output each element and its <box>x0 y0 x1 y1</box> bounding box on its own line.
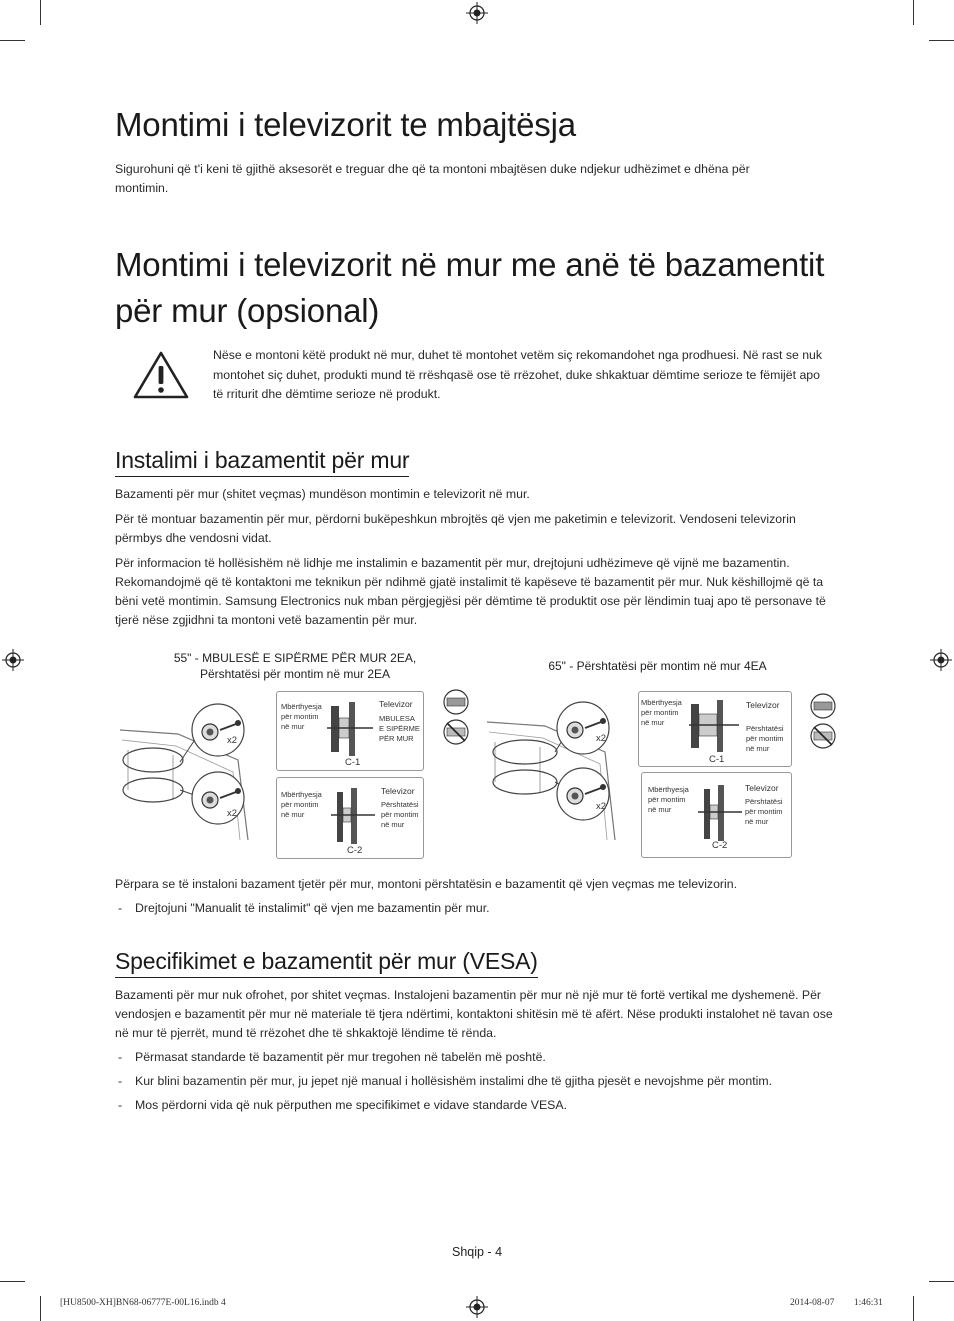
install-paragraph-3: Për informacion të hollësishëm në lidhje me instalimin e bazamentit për mur, drejtojuni udhëzimeve që vijnë me bazamentin. Rekomandojmë që të kontaktoni me teknikun për ndihmë gjatë instalimit të kapëseve të bazamentit për mur. Nuk këshillojmë që ta bëni vetë montimin. Samsung Electronics nuk mban përgjegjësi për dëmtime të produktit ose për lëndimin tuaj apo të personave të tjerë nëse zgjidhni ta montoni vetë bazamentin për mur. <box>115 556 826 627</box>
install-paragraph-2: Për të montuar bazamentin për mur, përdorni bukëpeshkun mbrojtës që vjen me paketimin e televizorit. Vendoseni televizorin përmbys dhe vendosni vidat. <box>115 512 796 545</box>
crop-mark <box>929 1281 954 1282</box>
x2-label: x2 <box>227 735 238 746</box>
install-paragraph-1: Bazamenti për mur (shitet veçmas) mundëson montimin e televizorit në mur. <box>115 487 530 501</box>
c1-label: C-1 <box>345 757 361 768</box>
screw-detail-top-right <box>555 698 615 758</box>
x2-label: x2 <box>596 733 607 744</box>
vesa-heading: Specifikimet e bazamentit për mur (VESA) <box>115 948 538 978</box>
screw-detail-bottom-right <box>555 764 615 824</box>
left-figure-caption <box>140 650 450 682</box>
c2-label: C-2 <box>712 840 728 851</box>
mount-label: Mbërthyesja për montim në mur <box>641 698 682 727</box>
list-item: - Kur blini bazamentin për mur, ju jepet një manual i hollësishëm instalimi dhe të gjitha pjesët e nevojshme për montim. <box>118 1074 773 1088</box>
footer-date: 2014-08-07 ￿￿ 1:46:31 <box>790 1298 883 1308</box>
c1-label: C-1 <box>709 754 725 765</box>
crop-mark <box>913 1296 914 1321</box>
page-title: Montimi i televizorit te mbajtësja <box>115 106 576 143</box>
mount-label: Mbërthyesja për montim në mur <box>648 785 689 814</box>
c1-cross-section <box>325 700 377 758</box>
vesa-paragraph: Bazamenti për mur nuk ofrohet, por shitet veçmas. Instalojeni bazamentin për mur në një mur të fortë vertikal me dyshemenë. Për vendosjen e bazamentit për mur në materiale të tjera ndërtimi, kontaktoni shitësin më të afërt. Nëse produkti instalohet në tavan ose në mur të pjerrët, mund të rrëzohet dhe të shkaktojë lëndime të rënda. <box>115 988 833 1040</box>
c2-cross-section-right <box>696 783 746 843</box>
tv-label: Televizor <box>381 786 415 796</box>
adapter-label: Përshtatësi për montim në mur <box>381 800 419 829</box>
registration-mark-icon <box>930 649 952 671</box>
screw-icons-left <box>441 688 471 748</box>
list-item: - Përmasat standarde të bazamentit për mur tregohen në tabelën më poshtë. <box>118 1050 546 1064</box>
registration-mark-icon <box>466 2 488 24</box>
section-title: Montimi i televizorit në mur me anë të bazamentit për mur (opsional) <box>115 246 825 329</box>
screw-icons-right <box>808 692 838 752</box>
adapter-label: Përshtatësi për montim në mur <box>745 797 783 826</box>
c2-cross-section <box>329 786 379 846</box>
x2-label: x2 <box>227 808 238 819</box>
crop-mark <box>40 0 41 25</box>
crop-mark <box>40 1296 41 1321</box>
crop-mark <box>929 40 954 41</box>
c1-detail-box-right <box>638 691 792 767</box>
crop-mark <box>913 0 914 25</box>
registration-mark-icon <box>2 649 24 671</box>
left-caption-line-2: Përshtatësi për montim në mur 2EA <box>199 667 391 681</box>
warning-icon <box>132 350 190 400</box>
tv-label: Televizor <box>379 699 413 709</box>
mount-label: Mbërthyesja për montim në mur <box>281 702 322 731</box>
screw-detail-top-left <box>190 700 250 760</box>
c2-detail-box-right <box>641 772 792 858</box>
after-figure-text: Përpara se të instaloni bazament tjetër për mur, montoni përshtatësin e bazamentit që vjen veçmas me televizorin. <box>115 877 737 891</box>
mount-label: Mbërthyesja për montim në mur <box>281 790 322 819</box>
adapter-label: Përshtatësi për montim në mur <box>746 724 784 753</box>
footer-file: [HU8500-XH]BN68-06777E-00L16.indb 4 <box>60 1298 226 1308</box>
registration-mark-icon <box>466 1296 488 1318</box>
c2-label: C-2 <box>347 845 363 856</box>
warning-text: Nëse e montoni këtë produkt në mur, duhet të montohet vetëm siç rekomandohet nga prodhuesi. Në rast se nuk montohet siç duhet, produkti mund të rrëshqasë ose të rrëzohet, duke shkaktuar dëmtime serioze te fëmijët apo të rriturit dhe dëmtime serioze në produkt. <box>213 348 823 401</box>
right-figure-caption: 65" - Përshtatësi për montim në mur 4EA <box>548 659 767 673</box>
left-caption-line-1: 55" - MBULESË E SIPËRME PËR MUR 2EA, <box>173 651 417 665</box>
tv-label: Televizor <box>746 700 780 710</box>
list-item: - Drejtojuni "Manualit të instalimit" që vjen me bazamentin për mur. <box>118 901 490 915</box>
crop-mark <box>0 40 25 41</box>
c2-detail-box-left <box>276 777 424 859</box>
c1-detail-box-left <box>276 691 424 771</box>
intro-text: Sigurohuni që t'i keni të gjithë aksesorët e treguar dhe që ta montoni mbajtësen duke ndjekur udhëzimet e dhëna për montimin. <box>115 162 750 195</box>
x2-label: x2 <box>596 801 607 812</box>
list-item: - Mos përdorni vida që nuk përputhen me specifikimet e vidave standarde VESA. <box>118 1098 567 1112</box>
page-number: Shqip - 4 <box>451 1245 503 1259</box>
c1-cross-section-right <box>687 698 743 754</box>
cover-label: MBULESA E SIPËRME PËR MUR <box>379 714 420 743</box>
crop-mark <box>0 1281 25 1282</box>
install-heading: Instalimi i bazamentit për mur <box>115 447 409 477</box>
screw-detail-bottom-left <box>190 768 250 828</box>
tv-label: Televizor <box>745 783 779 793</box>
